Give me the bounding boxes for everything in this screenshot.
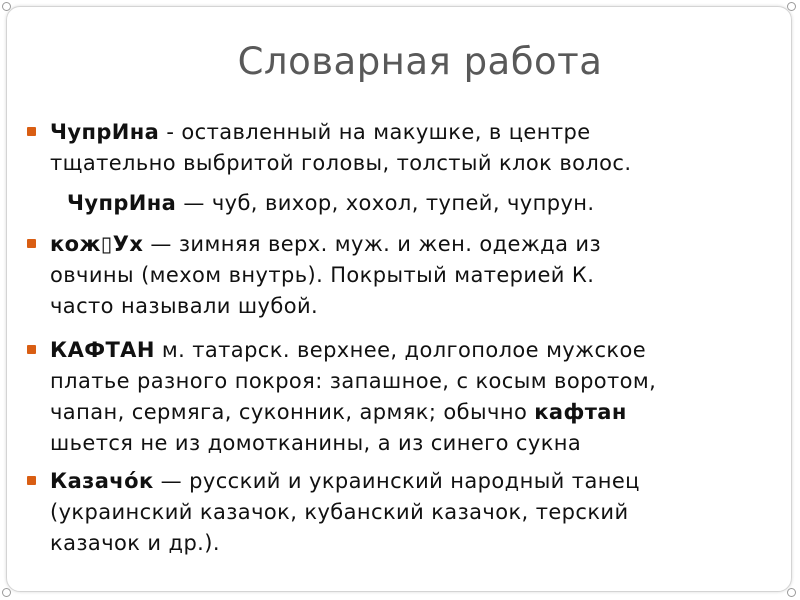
- definition-text: м. татарск. верхнее, долгополое мужское: [154, 338, 647, 362]
- term: кож▯Ух: [50, 232, 144, 256]
- term: ЧупрИна: [67, 191, 177, 215]
- corner-dot-bottom-right: [787, 588, 796, 597]
- definition-line: [50, 229, 800, 260]
- bullet-2: [27, 239, 36, 248]
- definition-line: овчины (мехом внутрь). Покрытый материей К.: [50, 263, 595, 287]
- bullet-3: [27, 345, 36, 354]
- definition-line: [50, 466, 800, 497]
- definition-line: казачок и др.).: [50, 531, 220, 555]
- definition-text: — чуб, вихор, хохол, тупей, чупрун.: [176, 191, 595, 215]
- definition-kaftan: [50, 335, 800, 459]
- term: КАФТАН: [50, 338, 155, 362]
- definition-text: — зимняя верх. муж. и жен. одежда из: [143, 232, 602, 256]
- definition-line: [50, 397, 800, 428]
- bullet-1: [27, 127, 36, 136]
- definition-line: тщательно выбритой головы, толстый клок волос.: [50, 151, 632, 175]
- definition-kazachok: [50, 466, 800, 559]
- definition-line: [50, 335, 800, 366]
- synonyms-chuprina: [67, 188, 800, 219]
- definition-text: — русский и украинский народный танец: [153, 469, 640, 493]
- term: Казачо́к: [50, 469, 154, 493]
- term-inline: кафтан: [534, 400, 627, 424]
- definition-text: - оставленный на макушке, в центре: [159, 120, 591, 144]
- term: ЧупрИна: [50, 120, 160, 144]
- slide-title: Словарная работа: [237, 40, 603, 83]
- definition-text: чапан, сермяга, суконник, армяк; обычно: [50, 400, 535, 424]
- corner-dot-top-left: [2, 2, 11, 11]
- definition-line: часто называли шубой.: [50, 294, 319, 318]
- definition-line: шьется не из домотканины, а из синего сукна: [50, 431, 582, 455]
- definition-chuprina: [50, 117, 800, 179]
- definition-line: платье разного покроя: запашное, с косым воротом,: [50, 369, 657, 393]
- corner-dot-top-right: [787, 2, 796, 11]
- definition-line: (украинский казачок, кубанский казачок, терский: [50, 500, 629, 524]
- definition-kozhukh: [50, 229, 800, 322]
- bullet-4: [27, 476, 36, 485]
- definition-line: [50, 117, 800, 148]
- corner-dot-bottom-left: [2, 588, 11, 597]
